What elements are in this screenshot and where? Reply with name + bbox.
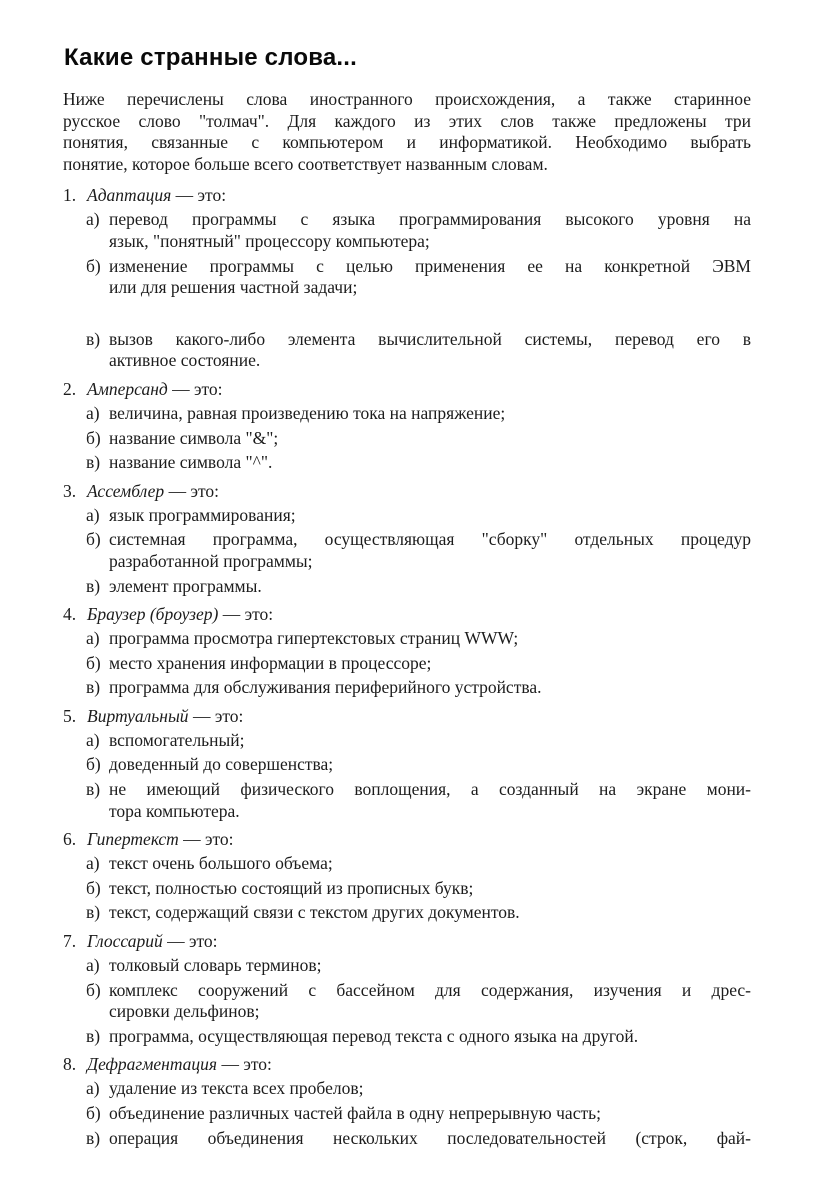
item-number: 5. <box>63 705 77 726</box>
item-number: 8. <box>63 1054 77 1075</box>
item-title <box>87 705 243 727</box>
page-content <box>63 44 751 1149</box>
item-title <box>87 828 234 850</box>
option-text <box>109 209 751 252</box>
option-line: язык, "понятный" процессору компьютера; <box>109 230 430 251</box>
option-line: программа для обслуживания периферийного устройства. <box>109 677 542 698</box>
item-header <box>63 184 751 206</box>
quiz-option <box>86 902 751 924</box>
option-marker: б) <box>86 1103 101 1123</box>
quiz-option <box>86 853 751 875</box>
option-line: текст, полностью состоящий из прописных букв; <box>109 877 474 898</box>
option-text <box>109 452 751 474</box>
item-number: 3. <box>63 480 77 501</box>
option-text <box>109 329 751 372</box>
option-marker: а) <box>86 729 100 750</box>
quiz-option <box>86 209 751 252</box>
item-tail: — это: <box>164 480 219 501</box>
quiz-option <box>86 529 751 572</box>
option-text <box>109 853 751 875</box>
quiz-option <box>86 1078 751 1100</box>
option-line: текст очень большого объема; <box>109 853 333 874</box>
option-text <box>109 428 751 450</box>
item-title <box>87 184 226 206</box>
quiz-option <box>86 1128 751 1150</box>
option-text <box>109 576 751 598</box>
option-text <box>109 730 751 752</box>
quiz-item-5 <box>63 705 751 822</box>
quiz-option <box>86 628 751 650</box>
quiz-item-6 <box>63 828 751 924</box>
option-text <box>109 1078 751 1100</box>
option-marker: а) <box>86 628 100 649</box>
quiz-option <box>86 730 751 752</box>
option-marker: б) <box>86 877 101 898</box>
item-header <box>63 603 751 625</box>
quiz-option <box>86 677 751 699</box>
option-text <box>109 653 751 675</box>
option-line: изменение программы с целью применения ее на конкретной ЭВМ <box>109 255 751 276</box>
item-tail: — это: <box>162 931 218 952</box>
option-line: место хранения информации в процессоре; <box>109 652 432 673</box>
option-text <box>109 1103 751 1125</box>
item-header <box>63 378 751 400</box>
item-tail: — это: <box>217 1054 272 1075</box>
option-line: толковый словарь терминов; <box>109 955 322 976</box>
quiz-option <box>86 329 751 372</box>
option-marker: б) <box>86 427 101 448</box>
option-line: язык программирования; <box>109 504 296 525</box>
item-term: Гипертекст <box>87 829 179 850</box>
option-marker: а) <box>86 1078 100 1099</box>
item-title <box>87 603 273 625</box>
item-title <box>87 378 223 400</box>
option-line: программа, осуществляющая перевод текста с одного языка на другой. <box>109 1025 639 1046</box>
option-marker: а) <box>86 853 100 874</box>
option-line: элемент программы. <box>109 575 262 596</box>
option-line: активное состояние. <box>109 350 261 371</box>
quiz-item-1 <box>63 184 751 372</box>
quiz-option <box>86 428 751 450</box>
option-line: название символа "^". <box>109 452 273 473</box>
option-line: системная программа, осуществляющая "сборку" отдельных процедур <box>109 529 751 550</box>
item-title <box>87 930 218 952</box>
item-term: Виртуальный <box>87 705 189 726</box>
item-term: Дефрагментация <box>87 1054 218 1075</box>
option-text <box>109 878 751 900</box>
option-line: не имеющий физического воплощения, а созданный на экране мони- <box>109 779 751 800</box>
option-marker: в) <box>86 677 101 698</box>
option-marker: б) <box>86 979 101 1000</box>
quiz-option <box>86 955 751 977</box>
item-term: Амперсанд <box>87 378 168 399</box>
option-line: комплекс сооружений с бассейном для содержания, изучения и дрес- <box>109 979 751 1000</box>
item-number: 1. <box>63 185 77 206</box>
quiz-item-3 <box>63 480 751 597</box>
quiz-option <box>86 1103 751 1125</box>
option-text <box>109 1128 751 1150</box>
quiz-option <box>86 754 751 776</box>
page-title: Какие странные слова... <box>64 44 358 71</box>
item-title <box>87 1053 272 1075</box>
option-marker: в) <box>86 1025 101 1046</box>
quiz-item-2 <box>63 378 751 474</box>
quiz-option <box>86 452 751 474</box>
option-marker: б) <box>86 652 101 673</box>
option-text <box>109 902 751 924</box>
item-header <box>63 930 751 952</box>
option-text <box>109 677 751 699</box>
quiz-list <box>63 184 751 1149</box>
option-text <box>109 980 751 1023</box>
item-term: Браузер (броузер) <box>87 604 219 625</box>
option-marker: в) <box>86 779 101 800</box>
option-marker: б) <box>86 754 101 775</box>
quiz-item-7 <box>63 930 751 1047</box>
option-marker: а) <box>86 402 100 423</box>
quiz-option <box>86 878 751 900</box>
quiz-item-4 <box>63 603 751 699</box>
item-tail: — это: <box>167 378 223 399</box>
intro-line: понятие, которое больше всего соответствует названным словам. <box>63 153 548 174</box>
option-line: перевод программы с языка программирования высокого уровня на <box>109 209 751 230</box>
option-line: вызов какого-либо элемента вычислительной системы, перевод его в <box>109 328 751 349</box>
option-line: операция объединения нескольких последовательностей (строк, фай- <box>109 1127 751 1148</box>
quiz-option <box>86 1026 751 1048</box>
option-line: текст, содержащий связи с текстом других документов. <box>109 902 520 923</box>
item-term: Ассемблер <box>87 480 165 501</box>
item-term: Адаптация <box>87 185 172 206</box>
item-title <box>87 480 219 502</box>
item-header <box>63 828 751 850</box>
quiz-option <box>86 403 751 425</box>
item-number: 4. <box>63 604 77 625</box>
option-line: или для решения частной задачи; <box>109 277 358 298</box>
option-text <box>109 754 751 776</box>
item-tail: — это: <box>188 705 244 726</box>
quiz-option <box>86 653 751 675</box>
option-line: вспомогательный; <box>109 729 245 750</box>
option-marker: в) <box>86 902 101 923</box>
option-text <box>109 628 751 650</box>
option-marker: в) <box>86 328 101 349</box>
quiz-option <box>86 779 751 822</box>
item-header <box>63 1053 751 1075</box>
quiz-option <box>86 980 751 1023</box>
item-number: 7. <box>63 931 77 952</box>
item-term: Глоссарий <box>87 931 163 952</box>
item-header <box>63 480 751 502</box>
item-tail: — это: <box>218 604 274 625</box>
option-marker: б) <box>86 529 101 550</box>
option-marker: в) <box>86 1127 101 1148</box>
option-line: удаление из текста всех пробелов; <box>109 1078 364 1099</box>
option-text <box>109 505 751 527</box>
option-line: доведенный до совершенства; <box>109 754 334 775</box>
quiz-option <box>86 505 751 527</box>
option-marker: а) <box>86 504 100 525</box>
option-marker: б) <box>86 255 101 276</box>
option-marker: в) <box>86 452 101 473</box>
intro-paragraph <box>63 89 751 175</box>
quiz-option <box>86 256 751 299</box>
option-line: программа просмотра гипертекстовых страниц WWW; <box>109 628 519 649</box>
intro-line: Ниже перечислены слова иностранного происхождения, а также старинное <box>63 89 751 109</box>
option-line: тора компьютера. <box>109 800 240 821</box>
option-text <box>109 256 751 299</box>
quiz-option <box>86 576 751 598</box>
option-marker: в) <box>86 575 101 596</box>
option-line: сировки дельфинов; <box>109 1001 260 1022</box>
quiz-item-8 <box>63 1053 751 1149</box>
option-marker: а) <box>86 955 100 976</box>
option-line: название символа "&"; <box>109 427 279 448</box>
option-text <box>109 955 751 977</box>
item-number: 6. <box>63 829 77 850</box>
item-header <box>63 705 751 727</box>
option-line: величина, равная произведению тока на напряжение; <box>109 402 506 423</box>
option-marker: а) <box>86 209 100 230</box>
option-text <box>109 779 751 822</box>
option-line: объединение различных частей файла в одну непрерывную часть; <box>109 1103 601 1123</box>
option-text <box>109 403 751 425</box>
intro-line: понятия, связанные с компьютером и информатикой. Необходимо выбрать <box>63 132 751 153</box>
item-number: 2. <box>63 378 77 399</box>
item-tail: — это: <box>171 185 227 206</box>
option-line: разработанной программы; <box>109 550 313 571</box>
option-text <box>109 1026 751 1048</box>
item-tail: — это: <box>178 829 234 850</box>
intro-line: русское слово "толмач". Для каждого из этих слов также предложены три <box>63 110 751 131</box>
option-text <box>109 529 751 572</box>
